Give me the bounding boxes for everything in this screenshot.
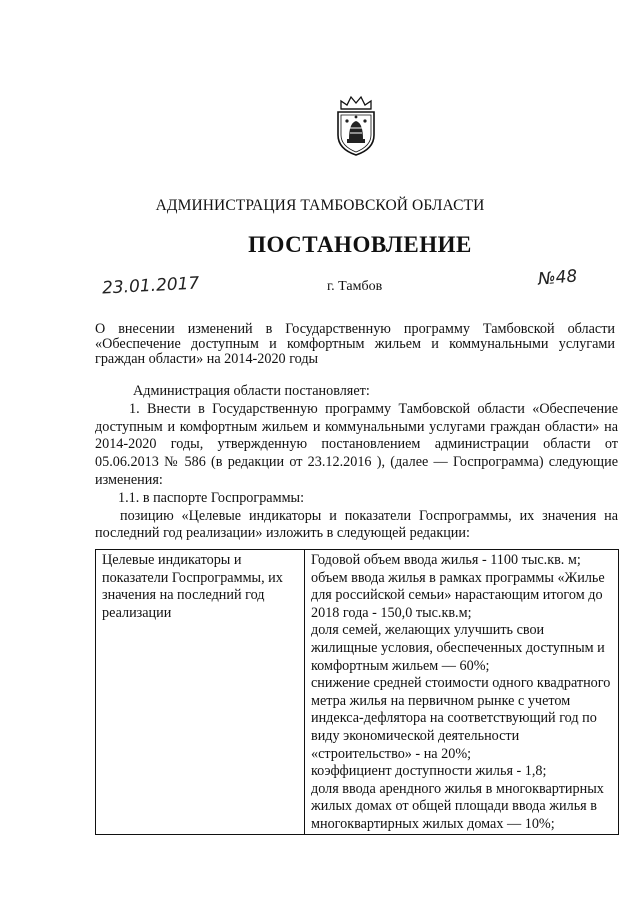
- indicator-line: коэффициент доступности жилья - 1,8;: [311, 763, 547, 780]
- document-body: [95, 383, 618, 543]
- body-position: позицию «Целевые индикаторы и показатели Госпрограммы, их значения на последний год реализации» изложить в следующей редакции:: [95, 507, 618, 542]
- indicators-table: [95, 549, 619, 835]
- table-cell-label: Целевые индикаторы и показатели Госпрограммы, их значения на последний год реализации: [96, 550, 305, 835]
- indicator-line: Годовой объем ввода жилья - 1100 тыс.кв. м;: [311, 552, 581, 568]
- body-item-1-1: 1.1. в паспорте Госпрограммы:: [118, 489, 305, 506]
- document-date: 23.01.2017: [101, 273, 200, 299]
- body-intro: Администрация области постановляет:: [133, 383, 370, 399]
- indicator-line: доля семей, желающих улучшить свои жилищные условия, обеспеченных доступным и комфортным жильем — 60%;: [311, 622, 605, 674]
- document-type-heading: ПОСТАНОВЛЕНИЕ: [248, 232, 472, 257]
- table-row: [96, 550, 619, 835]
- organization-title: АДМИНИСТРАЦИЯ ТАМБОВСКОЙ ОБЛАСТИ: [155, 197, 485, 214]
- document-city: г. Тамбов: [327, 279, 383, 294]
- tambov-coat-of-arms-icon: [331, 95, 381, 157]
- indicator-line: доля ввода арендного жилья в многоквартирных жилых домах от общей площади ввода жилья в многоквартирных жилых домах — 10%;: [311, 780, 604, 832]
- indicator-line: снижение средней стоимости одного квадратного метра жилья на первичном рынке с учетом индекса-дефлятора на соответствующий год по виду экономической деятельности «строительство» - на 20%;: [311, 675, 611, 762]
- table-cell-values: [305, 550, 619, 835]
- document-number: №48: [537, 266, 579, 290]
- document-subject: О внесении изменений в Государственную программу Тамбовской области «Обеспечение доступным и комфортным жильем и коммунальными услугами граждан области» на 2014-2020 годы: [95, 321, 615, 367]
- indicator-line: объем ввода жилья в рамках программы «Жилье для российской семьи» нарастающим итогом до 2018 года - 150,0 тыс.кв.м;: [311, 569, 605, 621]
- body-item-1: 1. Внести в Государственную программу Тамбовской области «Обеспечение доступным и комфортным жильем и коммунальными услугами граждан области» на 2014-2020 годы, утвержденную постановлением администрации области от 05.06.2013 № 586 (в редакции от 23.12.2016 ), (далее — Госпрограмма) следующие изменения:: [95, 400, 618, 488]
